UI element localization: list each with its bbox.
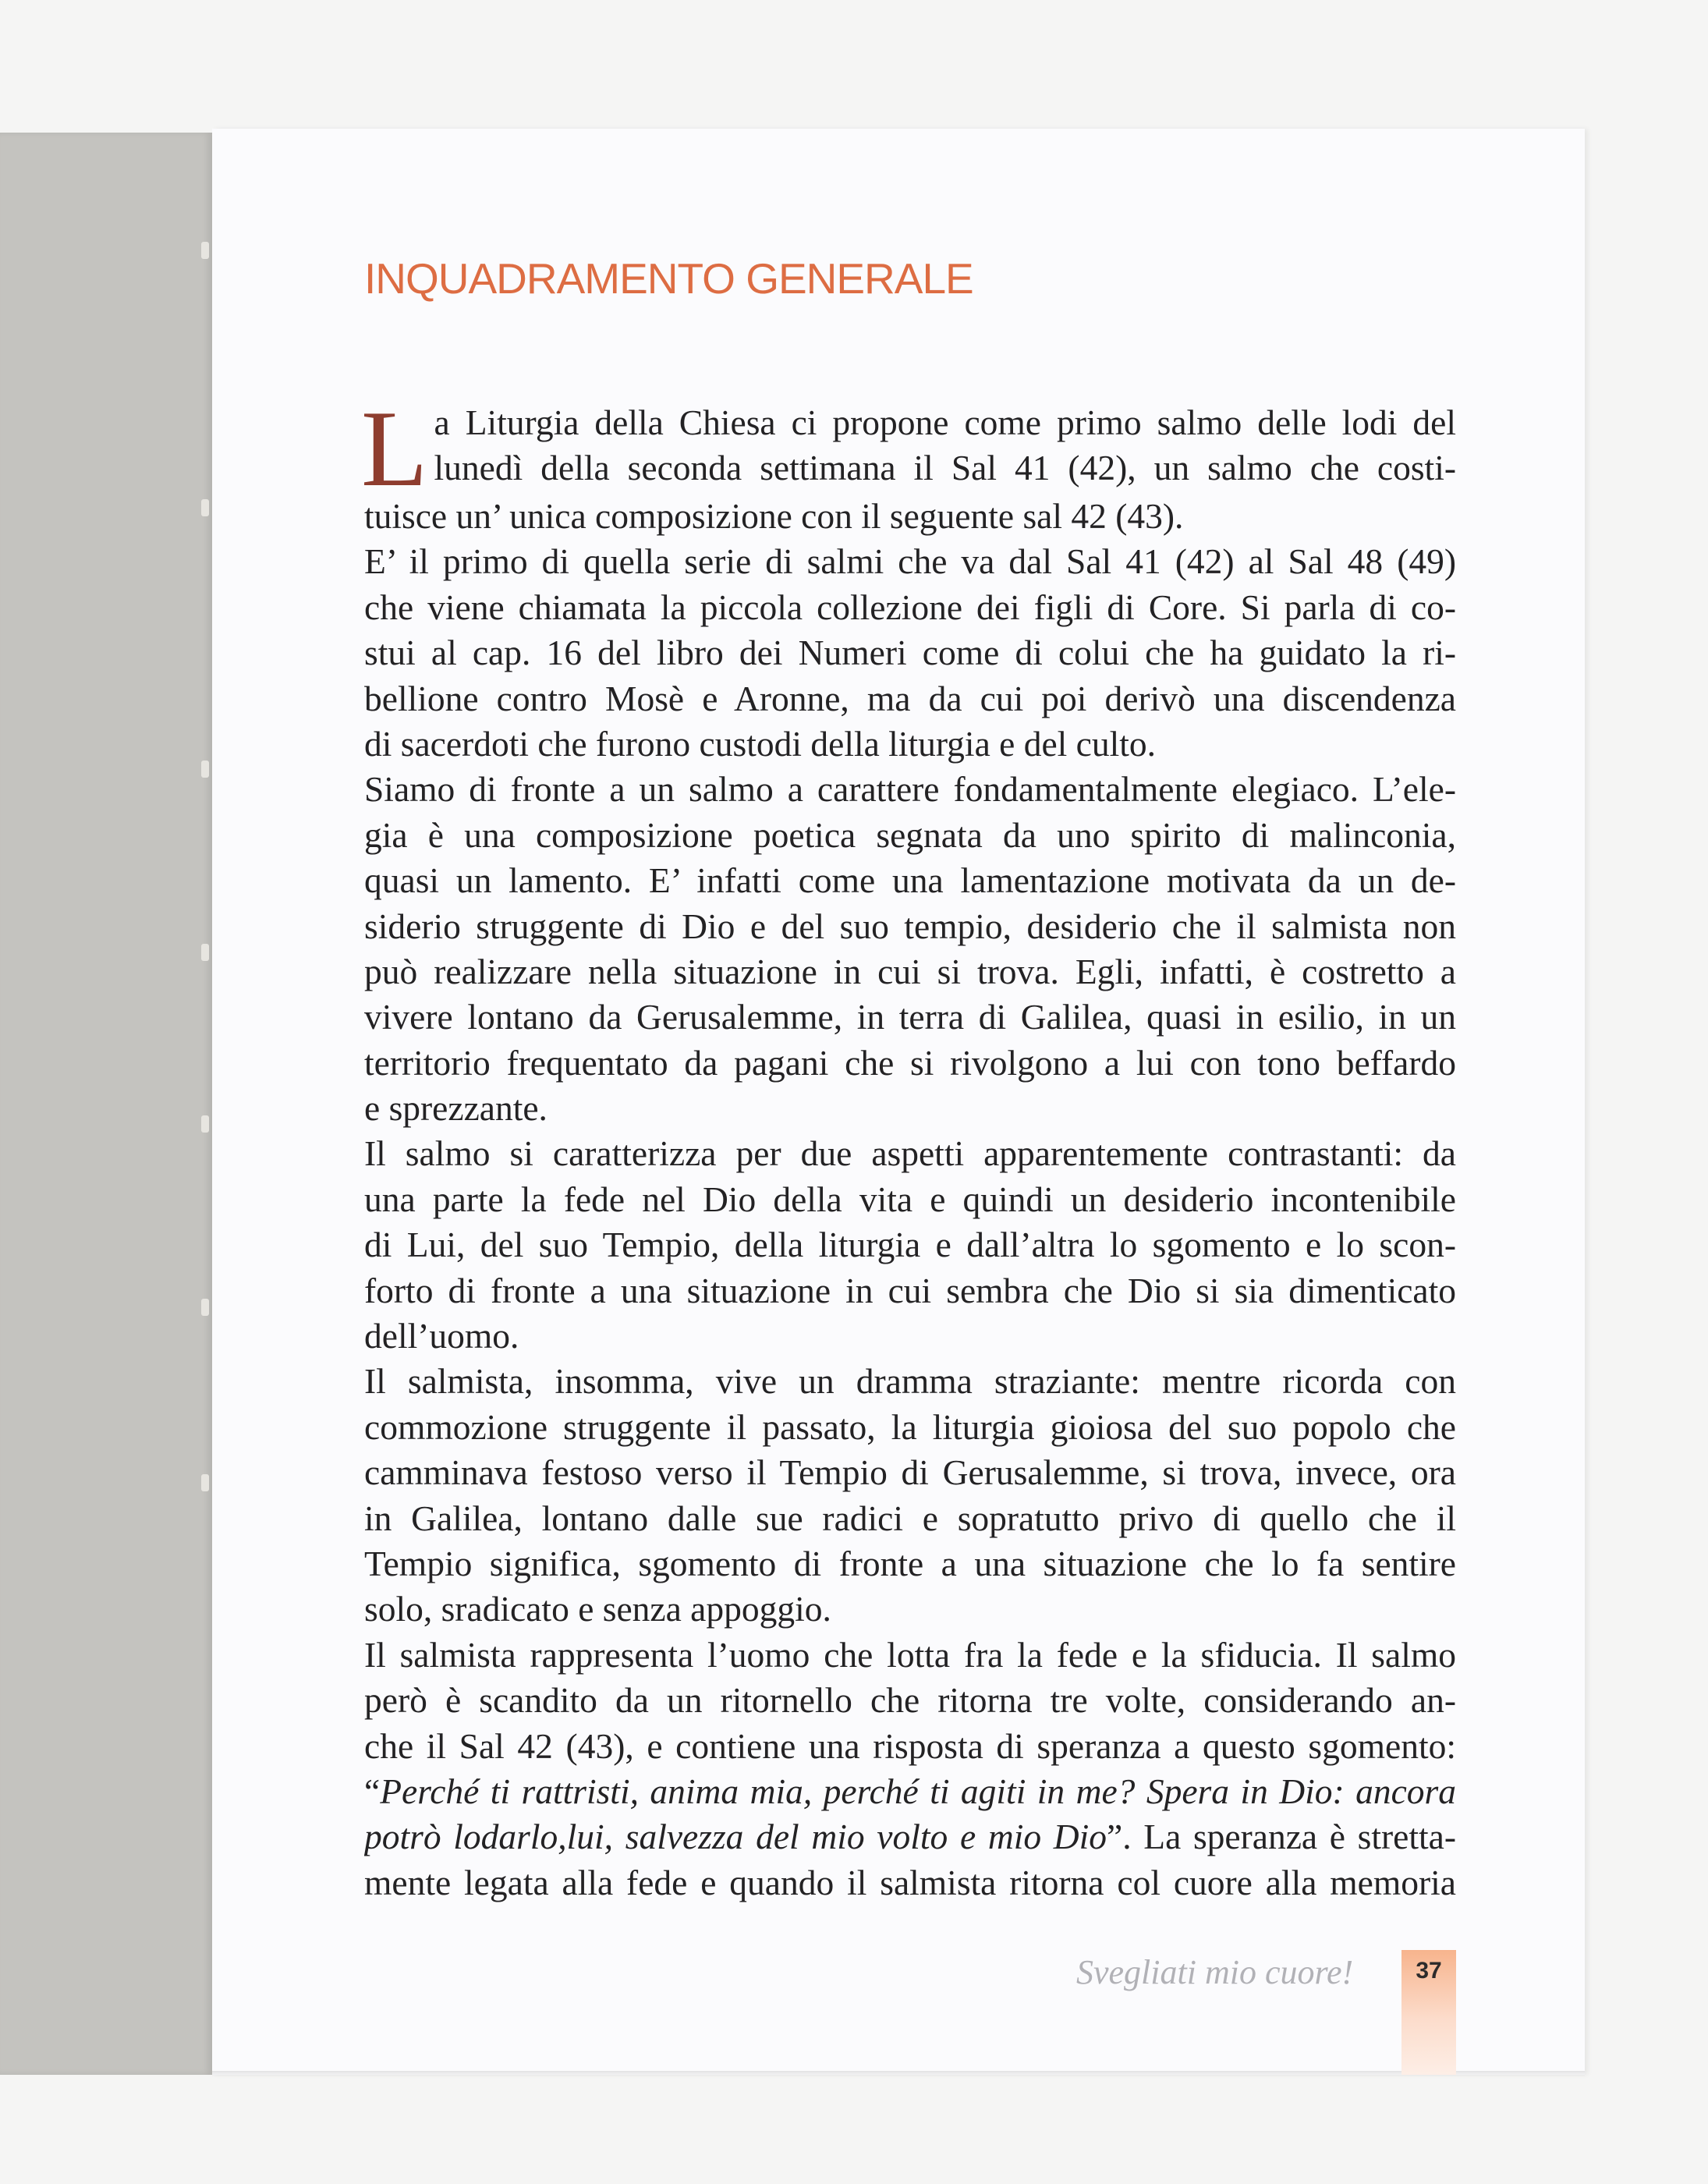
text-line: bellione contro Mosè e Aronne, ma da cui poi derivò una discendenza — [364, 678, 1456, 718]
paragraph-4 — [364, 1131, 1456, 1359]
text-line: mente legata alla fede e quando il salmista ritorna col cuore alla memoria — [364, 1862, 1456, 1902]
text-line: solo, sradicato e senza appoggio. — [364, 1589, 831, 1629]
text-line: commozione struggente il passato, la liturgia gioiosa del suo popolo che — [364, 1406, 1456, 1447]
running-title: Svegliati mio cuore! — [1076, 1953, 1354, 1991]
staple-hole — [201, 760, 209, 778]
text-line: Il salmista, insomma, vive un dramma straziante: mentre ricorda con — [364, 1361, 1456, 1402]
text-line: stui al cap. 16 del libro dei Numeri come di colui che ha guidato la ri- — [364, 633, 1456, 673]
paragraph-1 — [361, 388, 1456, 539]
text-line: camminava festoso verso il Tempio di Gerusalemme, si trova, invece, ora — [364, 1452, 1456, 1493]
text-line: E’ il primo di quella serie di salmi che va dal Sal 41 (42) al Sal 48 (49) — [364, 541, 1456, 582]
text-line: forto di fronte a una situazione in cui sembra che Dio si sia dimenticato — [364, 1270, 1456, 1310]
drop-cap: L — [361, 388, 428, 509]
staple-hole — [201, 1115, 209, 1133]
text-line: che il Sal 42 (43), e contiene una risposta di speranza a questo sgomento: — [364, 1725, 1456, 1766]
quote-open-mark: “ — [364, 1771, 381, 1811]
quote-line — [364, 1769, 1456, 1814]
text-line: quasi un lamento. E’ infatti come una lamentazione motivata da un de- — [364, 860, 1456, 901]
text-line: Il salmo si caratterizza per due aspetti apparentemente contrastanti: da — [364, 1133, 1456, 1174]
staple-hole — [201, 1299, 209, 1316]
page-edge-shadow — [212, 2071, 1585, 2077]
staple-hole — [201, 944, 209, 961]
paragraph-2 — [364, 539, 1456, 767]
text-line: siderio struggente di Dio e del suo tempio, desiderio che il salmista non — [364, 906, 1456, 946]
page-number: 37 — [1416, 1958, 1442, 1984]
text-line: può realizzare nella situazione in cui si trova. Egli, infatti, è costretto a — [364, 951, 1456, 991]
paragraph-3 — [364, 767, 1456, 1131]
staple-hole — [201, 242, 209, 259]
section-heading: INQUADRAMENTO GENERALE — [364, 254, 973, 303]
text-line: di sacerdoti che furono custodi della liturgia e del culto. — [364, 723, 1157, 764]
text-line: Tempio significa, sgomento di fronte a una situazione che lo fa sentire — [364, 1543, 1456, 1583]
psalm-quote: potrò lodarlo,lui, salvezza del mio volto e mio Dio — [364, 1817, 1107, 1857]
paragraph-6 — [364, 1633, 1456, 1906]
staple-hole — [201, 1474, 209, 1491]
text-line: in Galilea, lontano dalle sue radici e sopratutto privo di quello che il — [364, 1498, 1456, 1538]
text-line: e sprezzante. — [364, 1088, 547, 1129]
text-line: gia è una composizione poetica segnata da uno spirito di malinconia, — [364, 814, 1456, 855]
text-line: però è scandito da un ritornello che ritorna tre volte, considerando an- — [364, 1680, 1456, 1721]
text-line: dell’uomo. — [364, 1316, 519, 1356]
text-line: di Lui, del suo Tempio, della liturgia e dall’altra lo sgomento e lo scon- — [364, 1225, 1456, 1265]
psalm-quote: Perché ti rattristi, anima mia, perché ti agiti in me? Spera in Dio: ancora — [380, 1771, 1456, 1811]
paragraph-5 — [364, 1359, 1456, 1632]
text-line: tuisce un’ unica composizione con il seguente sal 42 (43). — [364, 496, 1184, 536]
quote-close-text: ”. La speranza è stretta- — [1107, 1817, 1456, 1857]
text-line: Siamo di fronte a un salmo a carattere fondamentalmente elegiaco. L’ele- — [364, 769, 1456, 810]
staple-hole — [201, 499, 209, 516]
body-text — [361, 388, 1456, 1906]
text-line: che viene chiamata la piccola collezione dei figli di Core. Si parla di co- — [364, 587, 1456, 627]
page-number-tab — [1401, 1950, 1456, 2075]
text-line: a Liturgia della Chiesa ci propone come primo salmo delle lodi del — [434, 402, 1456, 442]
text-line: vivere lontano da Gerusalemme, in terra di Galilea, quasi in esilio, in un — [364, 997, 1456, 1037]
text-line: Il salmista rappresenta l’uomo che lotta fra la fede e la sfiducia. Il salmo — [364, 1634, 1456, 1675]
text-line: una parte la fede nel Dio della vita e quindi un desiderio incontenibile — [364, 1179, 1456, 1219]
binding-strip — [0, 133, 212, 2075]
text-line: territorio frequentato da pagani che si rivolgono a lui con tono beffardo — [364, 1042, 1456, 1083]
text-line: lunedì della seconda settimana il Sal 41 (42), un salmo che costi- — [434, 448, 1456, 488]
quote-line — [364, 1814, 1456, 1860]
